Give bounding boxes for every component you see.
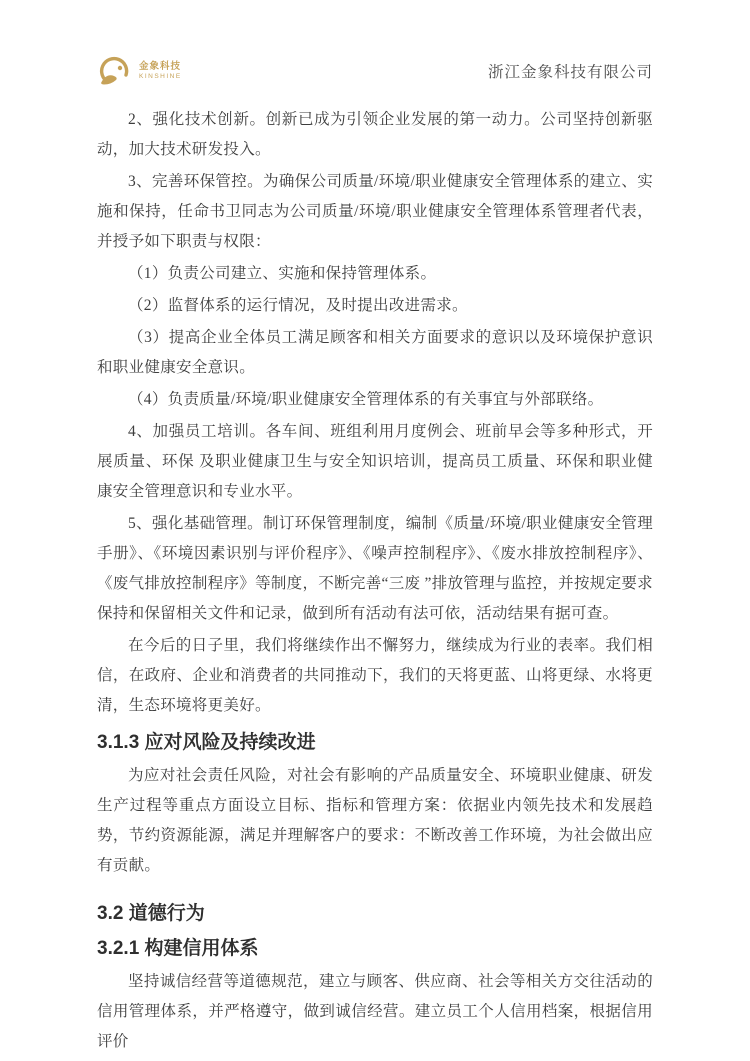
- paragraph-credit-system: 坚持诚信经营等道德规范，建立与顾客、供应商、社会等相关方交往活动的信用管理体系，并严格遵守，做到诚信经营。建立员工个人信用档案，根据信用评价: [97, 973, 653, 1050]
- paragraph-tech-innovation: 2、强化技术创新。创新已成为引领企业发展的第一动力。公司坚持创新驱动，加大技术研发投入。: [97, 111, 653, 158]
- section-heading-3-1-3: 3.1.3 应对风险及持续改进: [97, 732, 316, 753]
- logo-wordmark: [139, 62, 182, 80]
- company-name-header: 浙江金象科技有限公司: [487, 64, 653, 81]
- list-item-duty-4: （4）负责质量/环境/职业健康安全管理体系的有关事宜与外部联络。: [128, 391, 604, 408]
- list-item-duty-1: （1）负责公司建立、实施和保持管理体系。: [128, 265, 437, 282]
- paragraph-risk-response: 为应对社会责任风险，对社会有影响的产品质量安全、环境职业健康、研发生产过程等重点方面设立目标、指标和管理方案：依据业内领先技术和发展趋势，节约资源能源，满足并理解客户的要求：不断改善工作环境，为社会做出应有贡献。: [97, 767, 653, 874]
- section-heading-3-2: 3.2 道德行为: [97, 903, 205, 924]
- section-heading-3-2-1: 3.2.1 构建信用体系: [97, 938, 259, 959]
- list-item-duty-3: （3）提高企业全体员工满足顾客和相关方面要求的意识以及环境保护意识和职业健康安全意识。: [97, 329, 653, 376]
- company-logo: [97, 52, 182, 90]
- paragraph-basic-management: 5、强化基础管理。制订环保管理制度，编制《质量/环境/职业健康安全管理手册》、《环境因素识别与评价程序》、《噪声控制程序》、《废水排放控制程序》、《废气排放控制程序》等制度，不断完善“三废 ”排放管理与监控，并按规定要求保持和保留相关文件和记录，做到所有活动有法可依，活动结果有据可查。: [97, 515, 653, 622]
- page-header: [97, 50, 653, 92]
- paragraph-future-outlook: 在今后的日子里，我们将继续作出不懈努力，继续成为行业的表率。我们相信，在政府、企业和消费者的共同推动下，我们的天将更蓝、山将更绿、水将更清，生态环境将更美好。: [97, 637, 653, 714]
- logo-brand-en: KINSHINE: [139, 72, 182, 80]
- document-body: [97, 105, 653, 1057]
- list-item-duty-2: （2）监督体系的运行情况，及时提出改进需求。: [128, 297, 468, 314]
- paragraph-env-control: 3、完善环保管控。为确保公司质量/环境/职业健康安全管理体系的建立、实施和保持，任命书卫同志为公司质量/环境/职业健康安全管理体系管理者代表，并授予如下职责与权限：: [97, 173, 653, 250]
- logo-brand-cn: 金象科技: [139, 61, 182, 73]
- golden-elephant-logo-icon: [97, 52, 135, 90]
- paragraph-employee-training: 4、加强员工培训。各车间、班组利用月度例会、班前早会等多种形式，开展质量、环保 及职业健康卫生与安全知识培训，提高员工质量、环保和职业健康安全管理意识和专业水平。: [97, 423, 653, 500]
